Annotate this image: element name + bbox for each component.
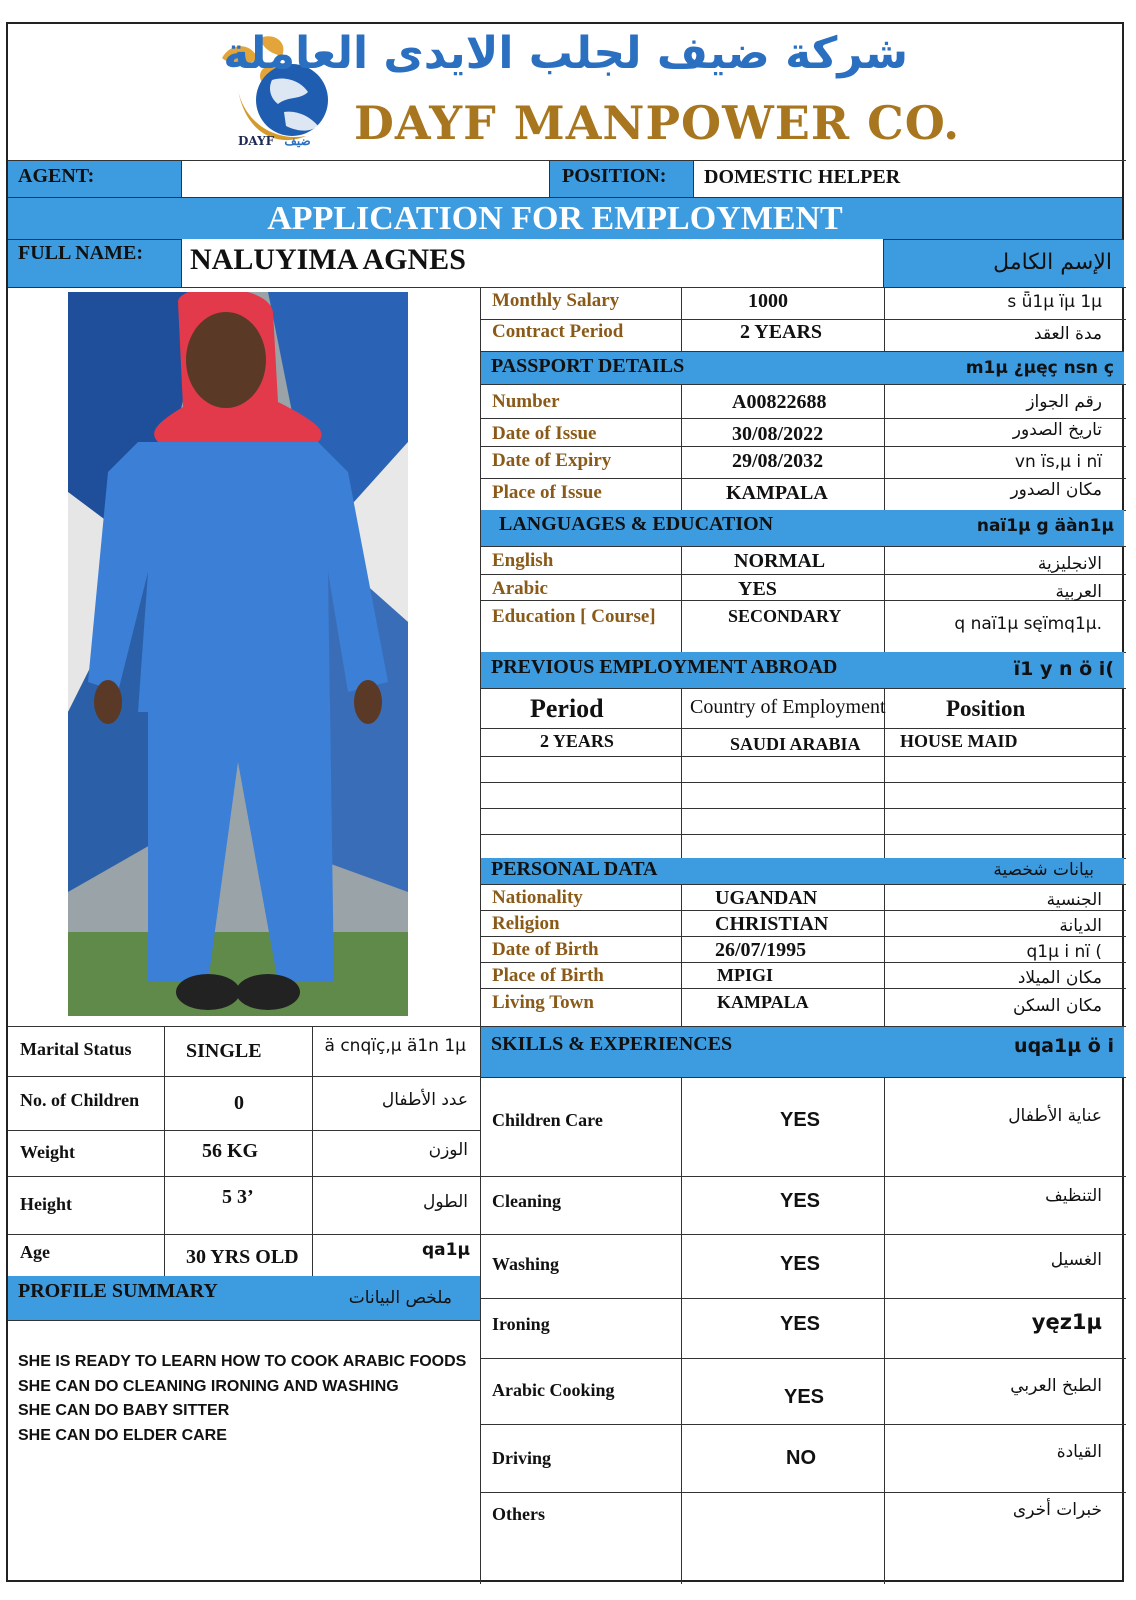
agent-label: AGENT: — [18, 165, 95, 187]
employment-country-header: Country of Employment — [690, 696, 886, 718]
english-ar: الانجليزية — [1037, 554, 1102, 574]
passport-place-ar: مكان الصدور — [1010, 480, 1102, 500]
position-label-cell — [550, 161, 694, 197]
children-count-ar: عدد الأطفال — [381, 1090, 468, 1110]
position-value-cell — [694, 161, 1124, 197]
passport-number-label: Number — [492, 391, 560, 412]
profile-title-ar: ملخص البيانات — [348, 1288, 452, 1308]
passport-issue-date-ar: تاريخ الصدور — [1012, 420, 1102, 440]
arabic-ar: العربية — [1055, 582, 1102, 602]
nationality-value: UGANDAN — [715, 887, 818, 909]
passport-expiry-date-value: 29/08/2032 — [732, 450, 824, 472]
contract-period-ar: مدة العقد — [1034, 324, 1102, 344]
position-label: POSITION: — [562, 165, 667, 187]
education-value: SECONDARY — [728, 606, 842, 626]
skills-section-header — [481, 1027, 1124, 1077]
position-value: DOMESTIC HELPER — [704, 166, 901, 188]
employment-row-position: HOUSE MAID — [900, 731, 1018, 751]
profile-line: SHE CAN DO CLEANING IRONING AND WASHING — [18, 1377, 399, 1395]
skill-washing-label: Washing — [492, 1254, 560, 1274]
employment-position-header: Position — [946, 696, 1026, 721]
skill-children-care-value: YES — [780, 1109, 821, 1131]
full-name-value: NALUYIMA AGNES — [190, 243, 466, 276]
age-value: 30 YRS OLD — [186, 1246, 299, 1268]
employment-period-header: Period — [530, 694, 604, 723]
passport-title-ar: m1µ ¿µęç nsn ç — [965, 358, 1114, 378]
skills-title-ar: uqa1µ ö i — [1014, 1035, 1114, 1057]
full-name-ar-cell — [884, 239, 1124, 287]
profile-line: SHE CAN DO ELDER CARE — [18, 1426, 227, 1444]
personal-title-ar: بيانات شخصية — [993, 860, 1094, 880]
skill-driving-value: NO — [786, 1447, 816, 1469]
contract-period-value: 2 YEARS — [740, 321, 823, 343]
employment-row-country: SAUDI ARABIA — [730, 734, 861, 754]
employment-row-period: 2 YEARS — [540, 731, 614, 751]
skill-driving-ar: القيادة — [1056, 1442, 1102, 1462]
agent-label-cell — [8, 161, 182, 197]
religion-label: Religion — [492, 913, 560, 934]
applicant-photo — [68, 292, 408, 1016]
logo-text-en: DAYF — [238, 134, 275, 148]
skill-washing-ar: الغسيل — [1050, 1250, 1102, 1270]
application-form — [6, 22, 1124, 1582]
personal-section-header — [481, 858, 1124, 884]
passport-expiry-date-label: Date of Expiry — [492, 450, 612, 471]
passport-expiry-date-ar: vn ïs,µ i nï — [1014, 452, 1102, 472]
employment-section-header — [481, 652, 1124, 688]
age-ar: qa1µ — [422, 1240, 470, 1260]
skill-arabic-cooking-label: Arabic Cooking — [492, 1380, 615, 1400]
languages-title-ar: naï1µ g äàn1µ — [976, 516, 1114, 536]
skill-washing-value: YES — [780, 1253, 821, 1275]
marital-status-label: Marital Status — [20, 1039, 132, 1059]
company-name-en: DAYF MANPOWER CO. — [354, 96, 961, 150]
place-of-birth-value: MPIGI — [717, 965, 773, 985]
skill-ironing-ar: yęz1µ — [1031, 1310, 1102, 1334]
passport-place-value: KAMPALA — [726, 482, 828, 504]
logo-text-ar: ضيف — [284, 134, 311, 148]
passport-issue-date-label: Date of Issue — [492, 423, 597, 444]
passport-issue-date-value: 30/08/2022 — [732, 423, 824, 445]
height-value: 5 3’ — [222, 1186, 254, 1208]
skill-arabic-cooking-value: YES — [784, 1386, 825, 1408]
place-of-birth-label: Place of Birth — [492, 965, 604, 986]
skill-cleaning-ar: التنظيف — [1045, 1186, 1102, 1206]
skill-children-care-ar: عناية الأطفال — [1008, 1106, 1102, 1126]
languages-title: LANGUAGES & EDUCATION — [499, 513, 774, 535]
english-value: NORMAL — [734, 550, 826, 572]
nationality-label: Nationality — [492, 887, 583, 908]
living-town-ar: مكان السكن — [1013, 996, 1102, 1016]
company-name-ar: شركة ضيف لجلب الايدى العاملة — [223, 28, 908, 79]
profile-summary-text — [18, 1350, 478, 1448]
monthly-salary-value: 1000 — [748, 290, 788, 312]
form-title: APPLICATION FOR EMPLOYMENT — [267, 200, 843, 237]
employment-title: PREVIOUS EMPLOYMENT ABROAD — [491, 656, 838, 678]
living-town-label: Living Town — [492, 992, 594, 1013]
monthly-salary-ar: s ǖ1µ ïµ 1µ — [1007, 292, 1102, 312]
date-of-birth-value: 26/07/1995 — [715, 939, 807, 961]
form-title-bar — [8, 197, 1122, 239]
nationality-ar: الجنسية — [1046, 890, 1102, 910]
date-of-birth-label: Date of Birth — [492, 939, 599, 960]
passport-place-label: Place of Issue — [492, 482, 602, 503]
living-town-value: KAMPALA — [717, 992, 809, 1012]
skill-driving-label: Driving — [492, 1448, 552, 1468]
children-count-label: No. of Children — [20, 1090, 140, 1110]
height-ar: الطول — [423, 1192, 468, 1212]
skill-ironing-label: Ironing — [492, 1314, 550, 1334]
passport-title: PASSPORT DETAILS — [491, 355, 685, 377]
skill-arabic-cooking-ar: الطبخ العربي — [1010, 1376, 1102, 1396]
skill-others-label: Others — [492, 1504, 545, 1524]
profile-section-header — [8, 1276, 480, 1320]
religion-ar: الديانة — [1059, 916, 1102, 936]
place-of-birth-ar: مكان الميلاد — [1017, 968, 1102, 988]
skill-cleaning-value: YES — [780, 1190, 821, 1212]
skill-children-care-label: Children Care — [492, 1110, 603, 1130]
passport-number-ar: رقم الجواز — [1026, 392, 1102, 412]
skill-cleaning-label: Cleaning — [492, 1191, 562, 1211]
agent-value-cell — [182, 161, 550, 197]
arabic-label: Arabic — [492, 578, 548, 599]
personal-title: PERSONAL DATA — [491, 858, 658, 880]
profile-title: PROFILE SUMMARY — [18, 1280, 218, 1302]
employment-title-ar: )ï1 y n ö i — [1013, 658, 1114, 680]
full-name-ar: الإسم الكامل — [993, 250, 1112, 275]
languages-section-header — [481, 510, 1124, 546]
full-name-label-cell — [8, 239, 182, 287]
full-name-value-cell — [182, 239, 884, 287]
marital-status-value: SINGLE — [186, 1040, 262, 1062]
english-label: English — [492, 550, 554, 571]
education-label: Education [ Course] — [492, 606, 656, 627]
religion-value: CHRISTIAN — [715, 913, 829, 935]
date-of-birth-ar: ) q1µ i nï — [1026, 942, 1102, 962]
applicant-photo-image — [68, 292, 408, 1016]
skill-others-ar: خبرات أخرى — [1012, 1500, 1102, 1520]
arabic-value: YES — [738, 578, 777, 600]
weight-label: Weight — [20, 1142, 76, 1162]
full-name-label: FULL NAME: — [18, 242, 143, 264]
logo-caption — [238, 134, 338, 148]
skills-title: SKILLS & EXPERIENCES — [491, 1033, 733, 1055]
education-ar: .q naï1µ sęïmq1µ — [954, 614, 1102, 634]
passport-number-value: A00822688 — [732, 391, 827, 413]
weight-value: 56 KG — [202, 1140, 259, 1162]
age-label: Age — [20, 1242, 50, 1262]
profile-line: SHE IS READY TO LEARN HOW TO COOK ARABIC FOODS — [18, 1353, 467, 1370]
children-count-value: 0 — [234, 1092, 244, 1114]
height-label: Height — [20, 1194, 72, 1214]
marital-status-ar: ä cnqïç,µ ä1n 1µ — [324, 1036, 466, 1056]
skill-ironing-value: YES — [780, 1313, 821, 1335]
contract-period-label: Contract Period — [492, 321, 624, 342]
weight-ar: الوزن — [428, 1140, 468, 1160]
profile-line: SHE CAN DO BABY SITTER — [18, 1402, 230, 1419]
monthly-salary-label: Monthly Salary — [492, 290, 620, 311]
passport-section-header — [481, 351, 1124, 384]
